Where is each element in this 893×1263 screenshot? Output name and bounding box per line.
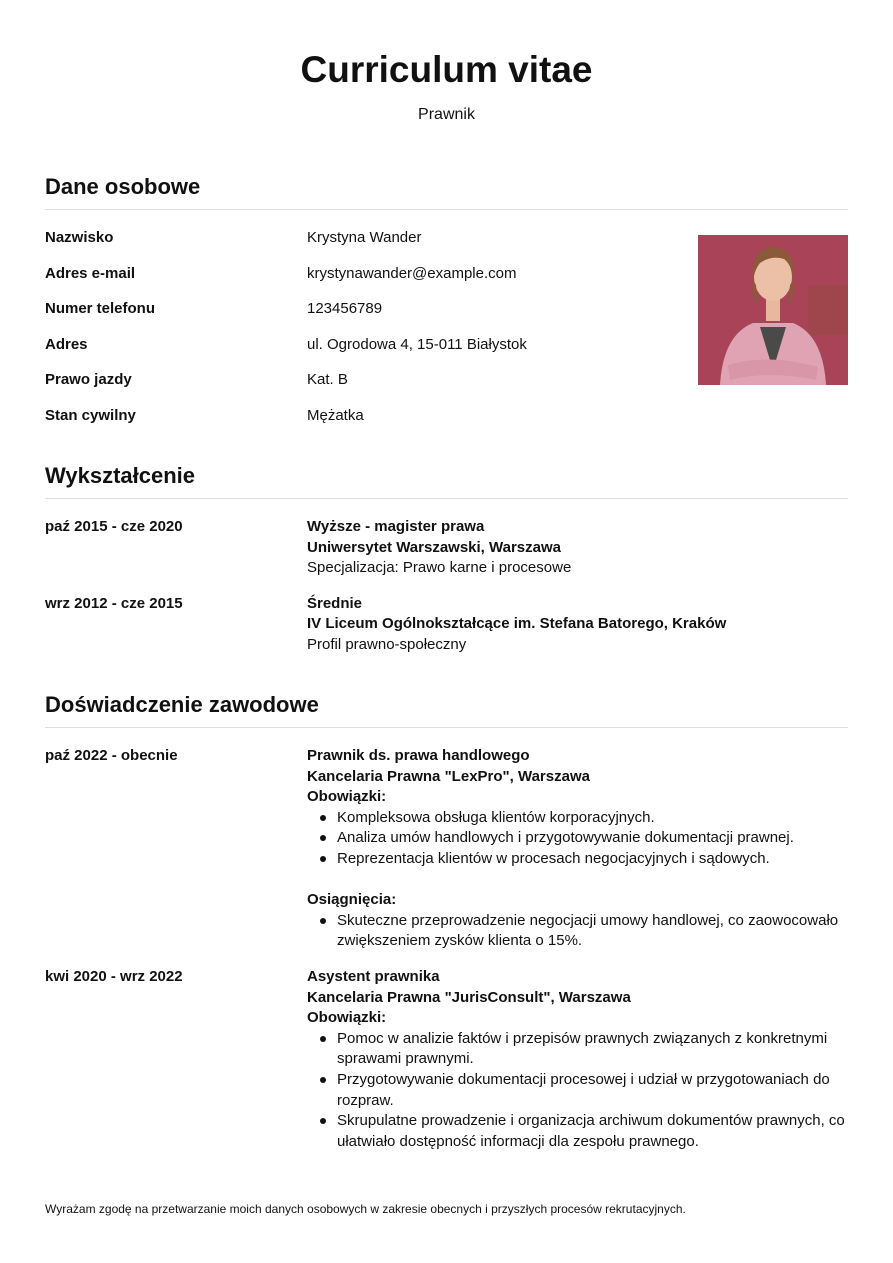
achievement-item: Skuteczne przeprowadzenie negocjacji umowy handlowej, co zaowocowało zwiększeniem zysków klienta o 15%. xyxy=(337,911,848,952)
education-entry xyxy=(45,594,848,656)
consent-clause: Wyrażam zgodę na przetwarzanie moich danych osobowych w zakresie obecnych i przyszłych procesów rekrutacyjnych. xyxy=(45,1202,686,1216)
duties-label: Obowiązki: xyxy=(307,1009,387,1027)
personal-label: Adres e-mail xyxy=(45,264,136,282)
education-degree: Wyższe - magister prawa xyxy=(307,518,485,535)
education-dates: paź 2015 - cze 2020 xyxy=(45,518,183,535)
personal-value: ul. Ogrodowa 4, 15-011 Białystok xyxy=(307,335,527,353)
personal-label: Nazwisko xyxy=(45,229,114,246)
portrait-illustration xyxy=(698,235,848,385)
personal-label: Adres xyxy=(45,335,88,353)
personal-value: 123456789 xyxy=(307,300,383,318)
education-degree: Średnie xyxy=(307,594,363,612)
duties-label: Obowiązki: xyxy=(307,788,387,806)
section-heading-personal: Dane osobowe xyxy=(45,173,848,210)
personal-row-marital xyxy=(45,406,848,442)
experience-section xyxy=(45,691,848,1167)
experience-dates: kwi 2020 - wrz 2022 xyxy=(45,967,183,985)
cv-title: Curriculum vitae xyxy=(300,49,593,90)
experience-company: Kancelaria Prawna "JurisConsult", Warszawa xyxy=(307,988,631,1006)
experience-dates: paź 2022 - obecnie xyxy=(45,747,178,764)
duties-list xyxy=(307,1029,848,1153)
duty-item: Pomoc w analizie faktów i przepisów prawnych związanych z konkretnymi sprawami prawnymi. xyxy=(337,1029,848,1070)
personal-label: Stan cywilny xyxy=(45,406,136,424)
personal-value: Kat. B xyxy=(307,371,348,389)
experience-company: Kancelaria Prawna "LexPro", Warszawa xyxy=(307,767,590,785)
education-entry xyxy=(45,517,848,579)
duty-item: Skrupulatne prowadzenie i organizacja archiwum dokumentów prawnych, co ułatwiało dostępność informacji dla zespołu prawnego. xyxy=(337,1111,848,1152)
personal-value: Mężatka xyxy=(307,406,364,424)
education-note: Specjalizacja: Prawo karne i procesowe xyxy=(307,559,572,577)
education-dates: wrz 2012 - cze 2015 xyxy=(45,594,183,612)
section-heading-education: Wykształcenie xyxy=(45,462,848,499)
education-school: Uniwersytet Warszawski, Warszawa xyxy=(307,538,561,556)
personal-value: Krystyna Wander xyxy=(307,229,422,246)
duty-item: Kompleksowa obsługa klientów korporacyjnych. xyxy=(337,808,848,829)
personal-section xyxy=(45,173,848,442)
education-section xyxy=(45,462,848,671)
personal-label: Numer telefonu xyxy=(45,300,156,318)
achievements-list xyxy=(307,911,848,952)
experience-position: Asystent prawnika xyxy=(307,967,440,985)
section-heading-experience: Doświadczenie zawodowe xyxy=(45,691,848,728)
experience-position: Prawnik ds. prawa handlowego xyxy=(307,747,530,764)
duty-item: Przygotowywanie dokumentacji procesowej i udział w przygotowaniach do rozpraw. xyxy=(337,1070,848,1111)
cv-subtitle: Prawnik xyxy=(418,106,475,123)
personal-label: Prawo jazdy xyxy=(45,371,132,389)
personal-value: krystynawander@example.com xyxy=(307,264,517,282)
duty-item: Reprezentacja klientów w procesach negocjacyjnych i sądowych. xyxy=(337,849,848,870)
education-school: IV Liceum Ogólnokształcące im. Stefana Batorego, Kraków xyxy=(307,615,727,633)
education-note: Profil prawno-społeczny xyxy=(307,635,467,653)
duty-item: Analiza umów handlowych i przygotowywanie dokumentacji prawnej. xyxy=(337,828,848,849)
duties-list xyxy=(307,808,848,870)
achievements-label: Osiągnięcia: xyxy=(307,891,397,909)
experience-entry xyxy=(45,746,848,952)
experience-entry xyxy=(45,967,848,1152)
profile-photo xyxy=(698,235,848,385)
